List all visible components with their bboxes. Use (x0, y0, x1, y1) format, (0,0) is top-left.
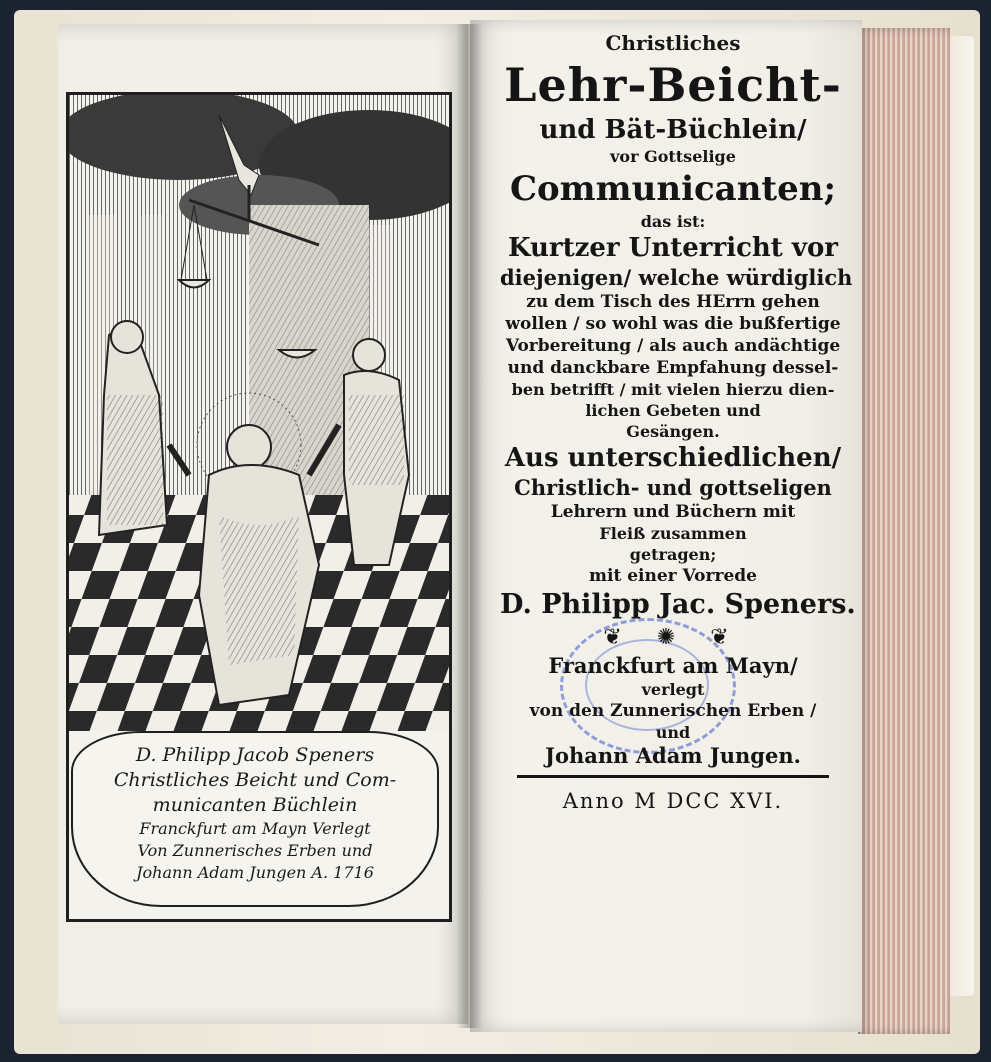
title-line: ben betrifft / mit vielen hierzu dien- (511, 380, 835, 399)
imprint-line: Johann Adam Jungen. (545, 743, 801, 768)
title-line: und danckbare Empfahung dessel- (507, 358, 839, 378)
caption-line: Johann Adam Jungen A. 1716 (136, 863, 374, 882)
title-line: und Bät-Büchlein/ (539, 115, 807, 145)
frontispiece-caption (71, 731, 439, 907)
title-line: Christlich- und gottseligen (514, 475, 832, 500)
title-line: das ist: (640, 212, 706, 231)
title-line: Gesängen. (626, 422, 720, 441)
caption-line: municanten Büchlein (152, 794, 358, 816)
imprint-line: und (655, 723, 691, 742)
imprint-line: verlegt (641, 680, 705, 699)
title-line: Lehrern und Büchern mit (550, 502, 796, 522)
title-line: Aus unterschiedlichen/ (504, 443, 842, 473)
imprint-line: von den Zunnerischen Erben / (529, 701, 817, 721)
title-line: Communicanten; (509, 169, 837, 209)
title-page-text (500, 30, 856, 814)
caption-line: D. Philipp Jacob Speners (135, 744, 375, 766)
title-line: getragen; (629, 545, 717, 564)
caption-line: Christliches Beicht und Com- (113, 769, 397, 791)
imprint-rule (517, 775, 829, 778)
title-line: wollen / so wohl was die bußfertige (505, 314, 841, 334)
printers-ornament: ❦ ✺ ❦ (603, 625, 743, 650)
title-line: zu dem Tisch des HErrn gehen (526, 292, 820, 312)
title-line: Christliches (605, 31, 741, 55)
frontispiece-engraving (66, 92, 452, 922)
imprint-line: Franckfurt am Mayn/ (548, 653, 798, 678)
title-line: Fleiß zusammen (599, 524, 747, 543)
caption-line: Franckfurt am Mayn Verlegt (139, 819, 371, 838)
title-line: lichen Gebeten und (585, 401, 761, 420)
main-title: Lehr-Beicht- (504, 58, 842, 112)
book-gutter (456, 24, 482, 1028)
title-line: mit einer Vorrede (589, 566, 757, 586)
title-line: Kurtzer Unterricht vor (507, 233, 839, 263)
publication-date: Anno M DCC XVI. (562, 789, 784, 813)
page-edges (858, 28, 950, 1034)
title-line: Vorbereitung / als auch andächtige (505, 336, 841, 356)
title-line: diejenigen/ welche würdiglich (500, 265, 853, 290)
caption-line: Von Zunnerisches Erben und (137, 841, 373, 860)
title-line: vor Gottselige (610, 147, 736, 166)
author-line: D. Philipp Jac. Speners. (500, 589, 856, 620)
